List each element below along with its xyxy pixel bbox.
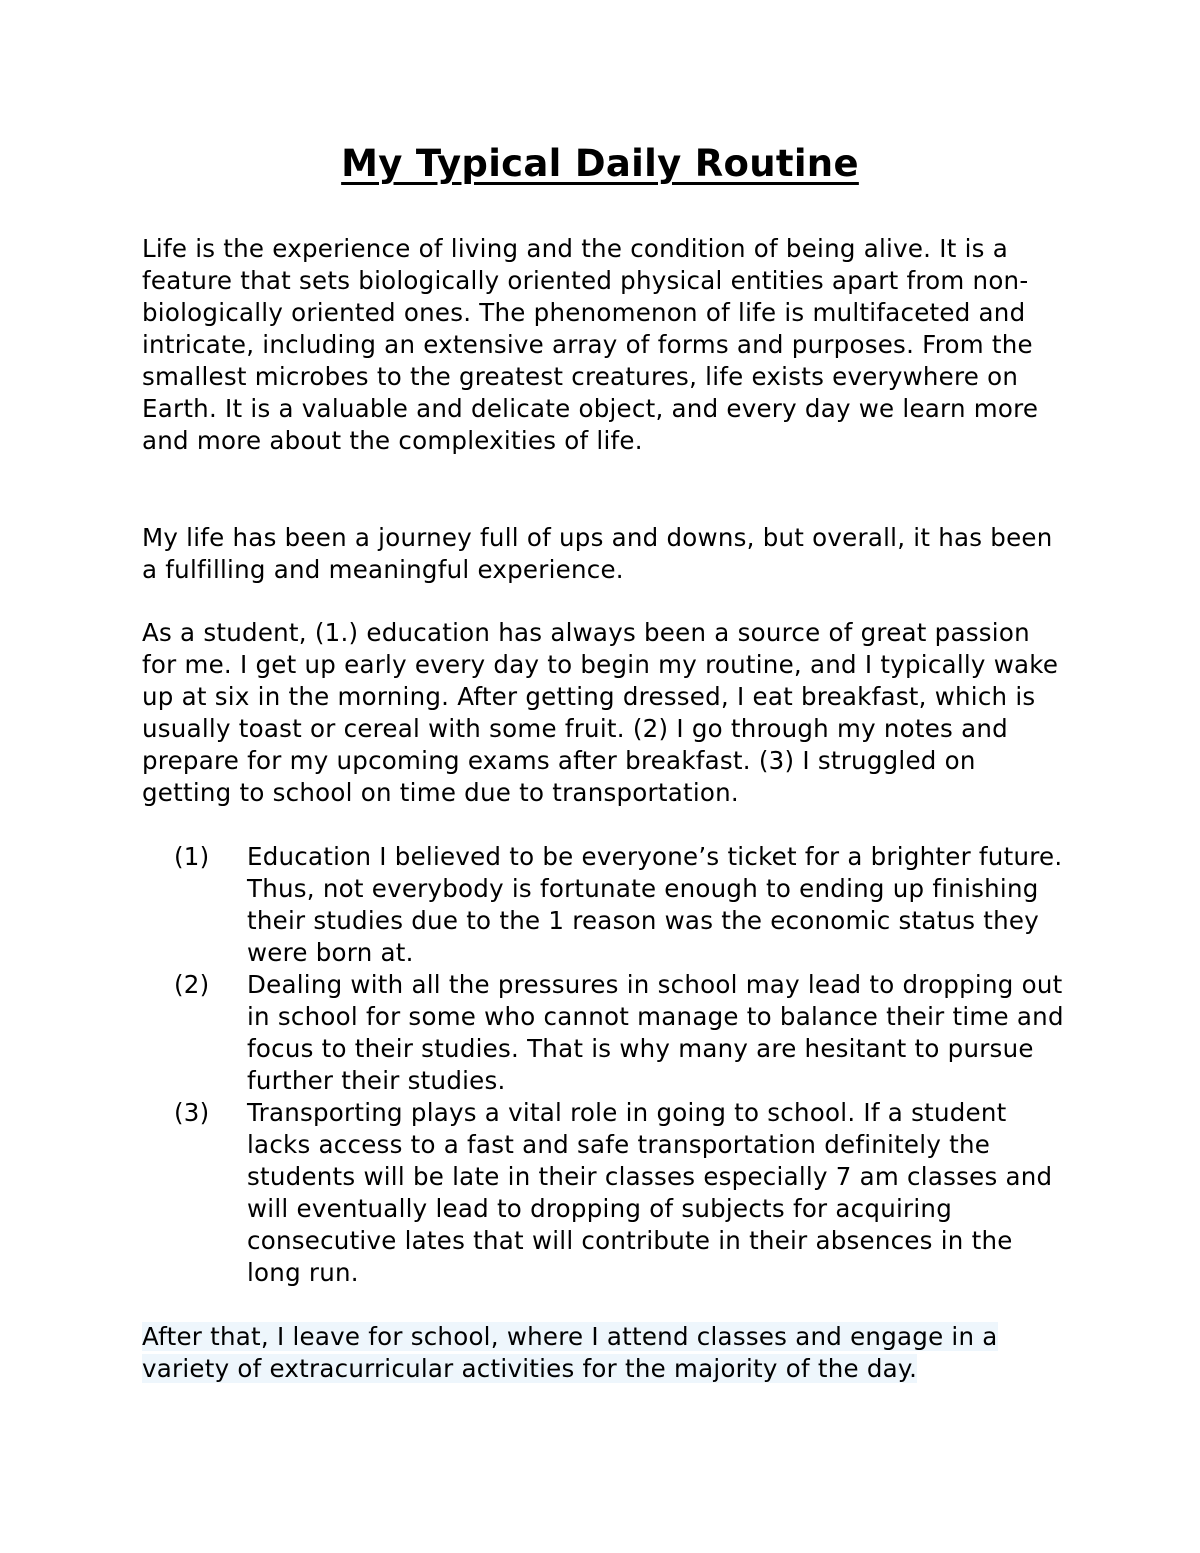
student-routine-paragraph: As a student, (1.) education has always been a source of great passion for me. I get up early every day to begin my routine, and I typically wake up at six in the morning. After getting dressed, I eat breakfast, which is usually toast or cereal with some fruit. (2) I go through my notes and prepare for my upcoming exams after breakfast. (3) I struggled on getting to school on time due to transportation. [142, 618, 1059, 807]
list-marker: (3) [174, 1098, 210, 1127]
intro-paragraph: Life is the experience of living and the condition of being alive. It is a feature that sets biologically oriented physical entities apart from non-biologically oriented ones. The phenomenon of life is multifaceted and intricate, including an extensive array of forms and purposes. From the smallest microbes to the greatest creatures, life exists everywhere on Earth. It is a valuable and delicate object, and every day we learn more and more about the complexities of life. [142, 234, 1039, 455]
life-journey-paragraph: My life has been a journey full of ups and downs, but overall, it has been a fulfilling and meaningful experience. [142, 523, 1053, 584]
numbered-notes-list [142, 841, 1072, 1289]
document-title: My Typical Daily Routine [341, 142, 859, 185]
list-item-text: Education I believed to be everyone’s ticket for a brighter future. Thus, not everybody is fortunate enough to ending up finishing their studies due to the 1 reason was the economic status they were born at. [247, 842, 1063, 967]
list-marker: (1) [174, 842, 210, 871]
list-item [142, 969, 1072, 1097]
list-marker: (2) [174, 970, 210, 999]
highlighted-text: After that, I leave for school, where I attend classes and engage in a variety of extracurricular activities for the majority of the day. [142, 1322, 998, 1383]
list-item [142, 1097, 1072, 1289]
list-item [142, 841, 1072, 969]
closing-paragraph [142, 1321, 1072, 1385]
list-item-text: Dealing with all the pressures in school may lead to dropping out in school for some who cannot manage to balance their time and focus to their studies. That is why many are hesitant to pursue further their studies. [247, 970, 1064, 1095]
list-item-text: Transporting plays a vital role in going to school. If a student lacks access to a fast and safe transportation definitely the students will be late in their classes especially 7 am classes and will eventually lead to dropping of subjects for acquiring consecutive lates that will contribute in their absences in the long run. [247, 1098, 1053, 1287]
